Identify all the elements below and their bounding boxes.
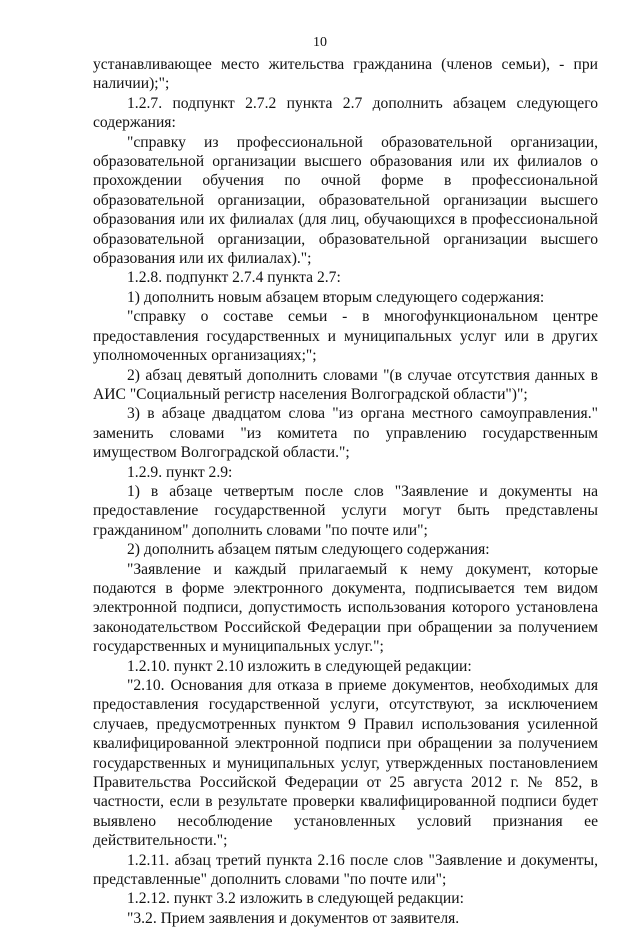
paragraph-1-2-8: 1.2.8. подпункт 2.7.4 пункта 2.7: — [127, 269, 341, 287]
paragraph-quote-3-2: "3.2. Прием заявления и документов от заявителя. — [127, 909, 460, 927]
paragraph-1-2-11: 1.2.11. абзац третий пункта 2.16 после слов "Заявление и документы, представленные" дополнить словами "по почте или"; — [93, 851, 598, 889]
paragraph-quote-certificate-education: "справку из профессиональной образовательной организации, образовательной организации высшего образования или их филиалов о прохождении обучения по очной форме в профессиональной образовательной организации, образовательной организации высшего образования или их филиалах (для лиц, обучающихся в профессиональной образовательной организации, образовательной организации высшего образования или их филиалах)."; — [93, 133, 598, 268]
page-number: 10 — [313, 35, 327, 50]
paragraph-1-2-12: 1.2.12. пункт 3.2 изложить в следующей редакции: — [127, 890, 464, 908]
paragraph-1-2-9-item-1: 1) в абзаце четвертым после слов "Заявление и документы на предоставление государственной услуги могут быть представлены гражданином" дополнить словами "по почте или"; — [93, 482, 598, 539]
paragraph-quote-family-certificate: "справку о составе семьи - в многофункциональном центре предоставления государственных и муниципальных услуг или в других уполномоченных организациях;"; — [93, 308, 598, 365]
paragraph-quote-electronic-signature: "Заявление и каждый прилагаемый к нему документ, которые подаются в форме электронного документа, подписывается тем видом электронной подписи, допустимость использования которого установлена законодательством Российской Федерации при обращении за получением государственных и муниципальных услуг."; — [93, 560, 598, 656]
paragraph-item-2: 2) абзац девятый дополнить словами "(в случае отсутствия данных в АИС "Социальный регистр населения Волгоградской области")"; — [93, 366, 598, 403]
document-body — [93, 55, 598, 928]
paragraph-1-2-7: 1.2.7. подпункт 2.7.2 пункта 2.7 дополнить абзацем следующего содержания: — [93, 94, 598, 132]
paragraph-item-3: 3) в абзаце двадцатом слова "из органа местного самоуправления." заменить словами "из комитета по управлению государственным имуществом Волгоградской области."; — [93, 405, 598, 462]
paragraph-1-2-9-item-2: 2) дополнить абзацем пятым следующего содержания: — [127, 541, 490, 559]
paragraph-1-2-9: 1.2.9. пункт 2.9: — [127, 463, 233, 481]
paragraph-continuation: устанавливающее место жительства гражданина (членов семьи), - при наличии);"; — [93, 56, 598, 93]
paragraph-1-2-10: 1.2.10. пункт 2.10 изложить в следующей редакции: — [127, 657, 472, 675]
paragraph-quote-2-10: "2.10. Основания для отказа в приеме документов, необходимых для предоставления государственной услуги, отсутствуют, за исключением случаев, предусмотренных пунктом 9 Правил использования усиленной квалифицированной электронной подписи при обращении за получением государственных и муниципальных услуг, утвержденных постановлением Правительства Российской Федерации от 25 августа 2012 г. № 852, в частности, если в результате проверки квалифицированной подписи будет выявлено несоблюдение установленных условий признания ее действительности."; — [93, 677, 598, 850]
paragraph-item-1: 1) дополнить новым абзацем вторым следующего содержания: — [127, 288, 545, 306]
